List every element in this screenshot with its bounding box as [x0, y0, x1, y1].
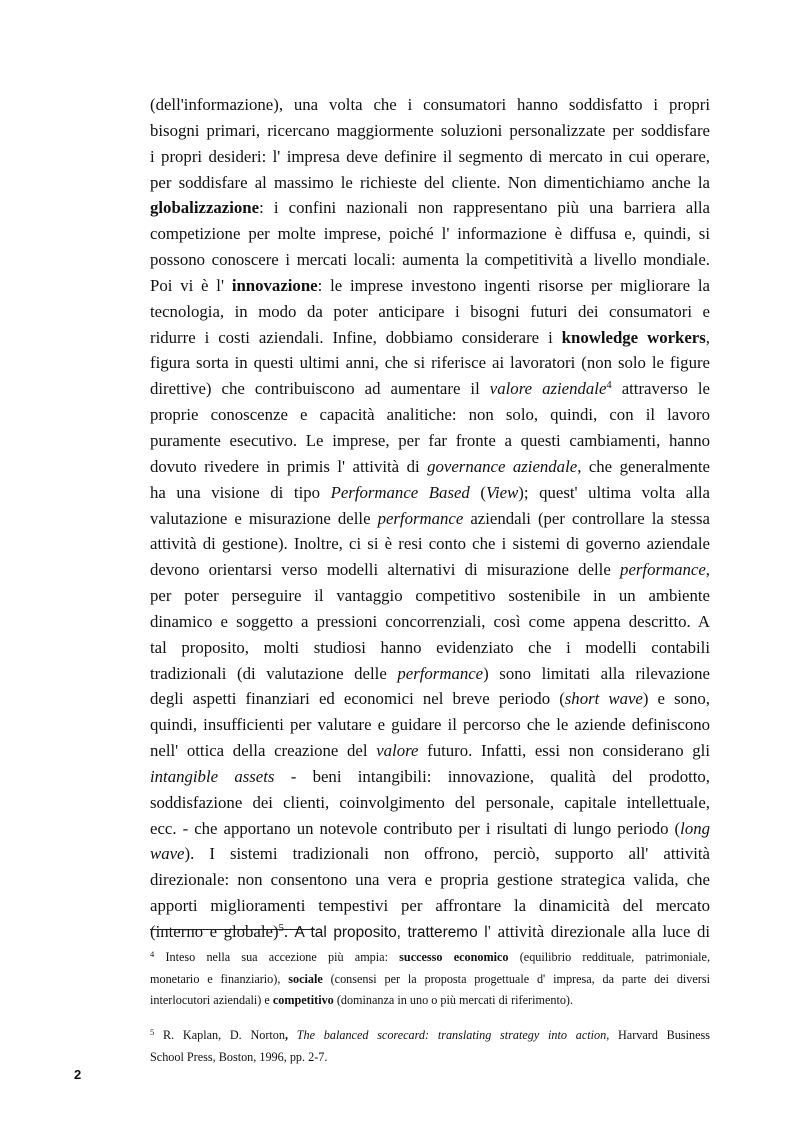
text-segment: .	[283, 922, 295, 941]
text-segment: ,	[705, 327, 710, 347]
text-segment: degli aspetti finanziari ed economici nel breve periodo (	[150, 689, 565, 709]
text-line	[150, 454, 710, 480]
bold-term: ,	[284, 1028, 289, 1042]
text-line: quindi, insufficienti per valutare e guidare il percorso che le aziende definiscono	[150, 715, 710, 735]
text-segment: A tal proposito, tratteremo l’	[294, 924, 492, 941]
text-segment: : i confini nazionali non rappresentano più una barriera alla	[259, 198, 710, 218]
footnote-line: School Press, Boston, 1996, pp. 2-7.	[150, 1049, 328, 1064]
text-segment: ) sono limitati alla rilevazione	[483, 663, 711, 683]
italic-term: valore aziendale	[489, 379, 607, 399]
text-segment: attraverso le	[611, 379, 710, 399]
text-line: dinamico e soggetto a pressioni concorrenziali, così come appena descritto. A	[150, 611, 710, 631]
text-segment: ). I sistemi tradizionali non offrono, perciò, supporto all' attività	[184, 844, 710, 864]
text-segment: tradizionali (di valutazione delle	[150, 663, 398, 683]
footnote-4	[150, 947, 710, 1012]
text-line: soddisfazione dei clienti, coinvolgimento del personale, capitale intellettuale,	[150, 792, 710, 812]
footnote-line	[150, 947, 710, 969]
footnote-number: 4	[150, 949, 155, 959]
text-segment: ); quest' ultima volta alla	[518, 482, 710, 502]
text-line	[150, 376, 710, 402]
text-segment: , Harvard Business	[606, 1028, 710, 1042]
text-line	[150, 686, 710, 712]
bold-term: sociale	[288, 971, 323, 986]
italic-term: Performance Based	[330, 482, 470, 502]
italic-term: wave	[150, 844, 185, 864]
text-line	[150, 195, 710, 221]
bold-term: successo economico	[399, 950, 509, 964]
italic-term: performance	[377, 508, 464, 528]
text-segment: ecc. - che apportano un notevole contributo per i risultati di lungo periodo (	[150, 818, 681, 838]
text-segment: Inteso nella sua accezione più ampia:	[154, 950, 400, 964]
text-line: puramente esecutivo. Le imprese, per far fronte a questi cambiamenti, hanno	[150, 430, 710, 450]
footnote-number: 5	[150, 1027, 155, 1037]
text-line: tal proposito, molti studiosi hanno evidenziato che i modelli contabili	[150, 637, 710, 657]
footnote-ref-5[interactable]: 5	[278, 923, 284, 934]
footnote-5	[150, 1025, 710, 1068]
text-line: proprie conoscenze e capacità analitiche: non solo, quindi, con il lavoro	[150, 405, 710, 425]
text-segment: ridurre i costi aziendali. Infine, dobbiamo considerare i	[150, 327, 562, 347]
footnote-line	[150, 1025, 710, 1047]
body-paragraph	[150, 92, 710, 945]
text-line	[150, 273, 710, 299]
italic-term: intangible assets	[150, 766, 275, 786]
text-line	[150, 816, 710, 842]
text-segment: (equilibrio reddituale, patrimoniale,	[508, 950, 711, 964]
text-segment: Poi vi è l'	[150, 275, 232, 295]
text-segment: : le imprese investono ingenti risorse per migliorare la	[317, 275, 710, 295]
text-line	[150, 661, 710, 687]
italic-term: long	[680, 818, 710, 838]
text-line: bisogni primari, ricercano maggiormente soluzioni personalizzate per soddisfare	[150, 120, 710, 140]
text-line	[150, 764, 710, 790]
footnote-separator	[150, 929, 315, 930]
text-line: per poter perseguire il vantaggio competitivo sostenibile in un ambiente	[150, 586, 710, 606]
text-segment: valutazione e misurazione delle	[150, 508, 378, 528]
text-line	[150, 506, 710, 532]
text-line	[150, 480, 710, 506]
text-line: attività di gestione). Inoltre, ci si è resi conto che i sistemi di governo aziendale	[150, 534, 710, 554]
text-line	[150, 557, 710, 583]
text-segment: (	[469, 482, 486, 502]
bold-term: competitivo	[272, 993, 334, 1007]
text-line: direzionale: non consentono una vera e propria gestione strategica valida, che	[150, 870, 710, 890]
text-line	[150, 325, 710, 351]
text-segment: devono orientarsi verso modelli alternativi di misurazione delle	[150, 560, 621, 580]
text-line: per soddisfare al massimo le richieste del cliente. Non dimentichiamo anche la	[150, 172, 710, 192]
text-segment: direttive) che contribuiscono ad aumentare il	[150, 379, 490, 399]
text-segment: interlocutori aziendali) e	[150, 993, 273, 1007]
italic-term: governance aziendale	[427, 456, 578, 476]
text-segment: aziendali (per controllare la stessa	[463, 508, 711, 528]
text-segment: (interno e globale)	[150, 922, 279, 941]
page-number: 2	[74, 1067, 82, 1082]
text-segment: (consensi per la proposta progettuale d' impresa, da parte dei diversi	[322, 971, 710, 986]
text-line: i propri desideri: l' impresa deve definire il segmento di mercato in cui operare,	[150, 146, 710, 166]
italic-term: valore	[376, 741, 419, 761]
italic-term: View	[485, 482, 519, 502]
footnote-ref-4[interactable]: 4	[606, 380, 612, 392]
italic-term: performance	[397, 663, 484, 683]
text-segment: (dominanza in uno o più mercati di riferimento).	[333, 993, 574, 1007]
italic-term: performance	[620, 560, 706, 580]
text-line: figura sorta in questi ultimi anni, che si riferisce ai lavoratori (non solo le figure	[150, 353, 710, 373]
text-segment: dovuto rivedere in primis l' attività di	[150, 456, 428, 476]
text-segment: monetario e finanziario),	[150, 971, 289, 986]
footnote-line	[150, 990, 710, 1012]
text-segment: ha una visione di tipo	[150, 482, 331, 502]
text-segment: ) e sono,	[642, 689, 711, 709]
text-line: competizione per molte imprese, poiché l' informazione è diffusa e, quindi, si	[150, 224, 710, 244]
text-segment: , che generalmente	[577, 456, 710, 476]
keyword-knowledge-workers: knowledge workers	[561, 327, 706, 347]
text-segment: futuro. Infatti, essi non considerano gli	[418, 741, 711, 761]
text-line: possono conoscere i mercati locali: aumenta la competitività a livello mondiale.	[150, 250, 710, 270]
text-line	[150, 841, 710, 867]
text-line: tecnologia, in modo da poter anticipare i bisogni futuri dei consumatori e	[150, 301, 710, 321]
text-segment: ,	[705, 560, 710, 580]
text-segment: - beni intangibili: innovazione, qualità del prodotto,	[274, 766, 710, 786]
keyword-globalizzazione: globalizzazione	[150, 198, 260, 218]
book-title: The balanced scorecard: translating strategy into action	[288, 1028, 607, 1042]
text-line	[150, 738, 710, 764]
keyword-innovazione: innovazione	[231, 275, 318, 295]
text-line: apporti miglioramenti tempestivi per affrontare la dinamicità del mercato	[150, 896, 710, 916]
text-line: (dell'informazione), una volta che i consumatori hanno soddisfatto i propri	[150, 95, 710, 114]
text-line	[150, 919, 710, 945]
text-segment: R. Kaplan, D. Norton	[154, 1028, 285, 1042]
italic-term: short wave	[564, 689, 643, 709]
text-segment: nell' ottica della creazione del	[150, 741, 377, 761]
footnote-line	[150, 969, 710, 991]
text-segment: attività direzionale alla luce di	[491, 922, 710, 941]
